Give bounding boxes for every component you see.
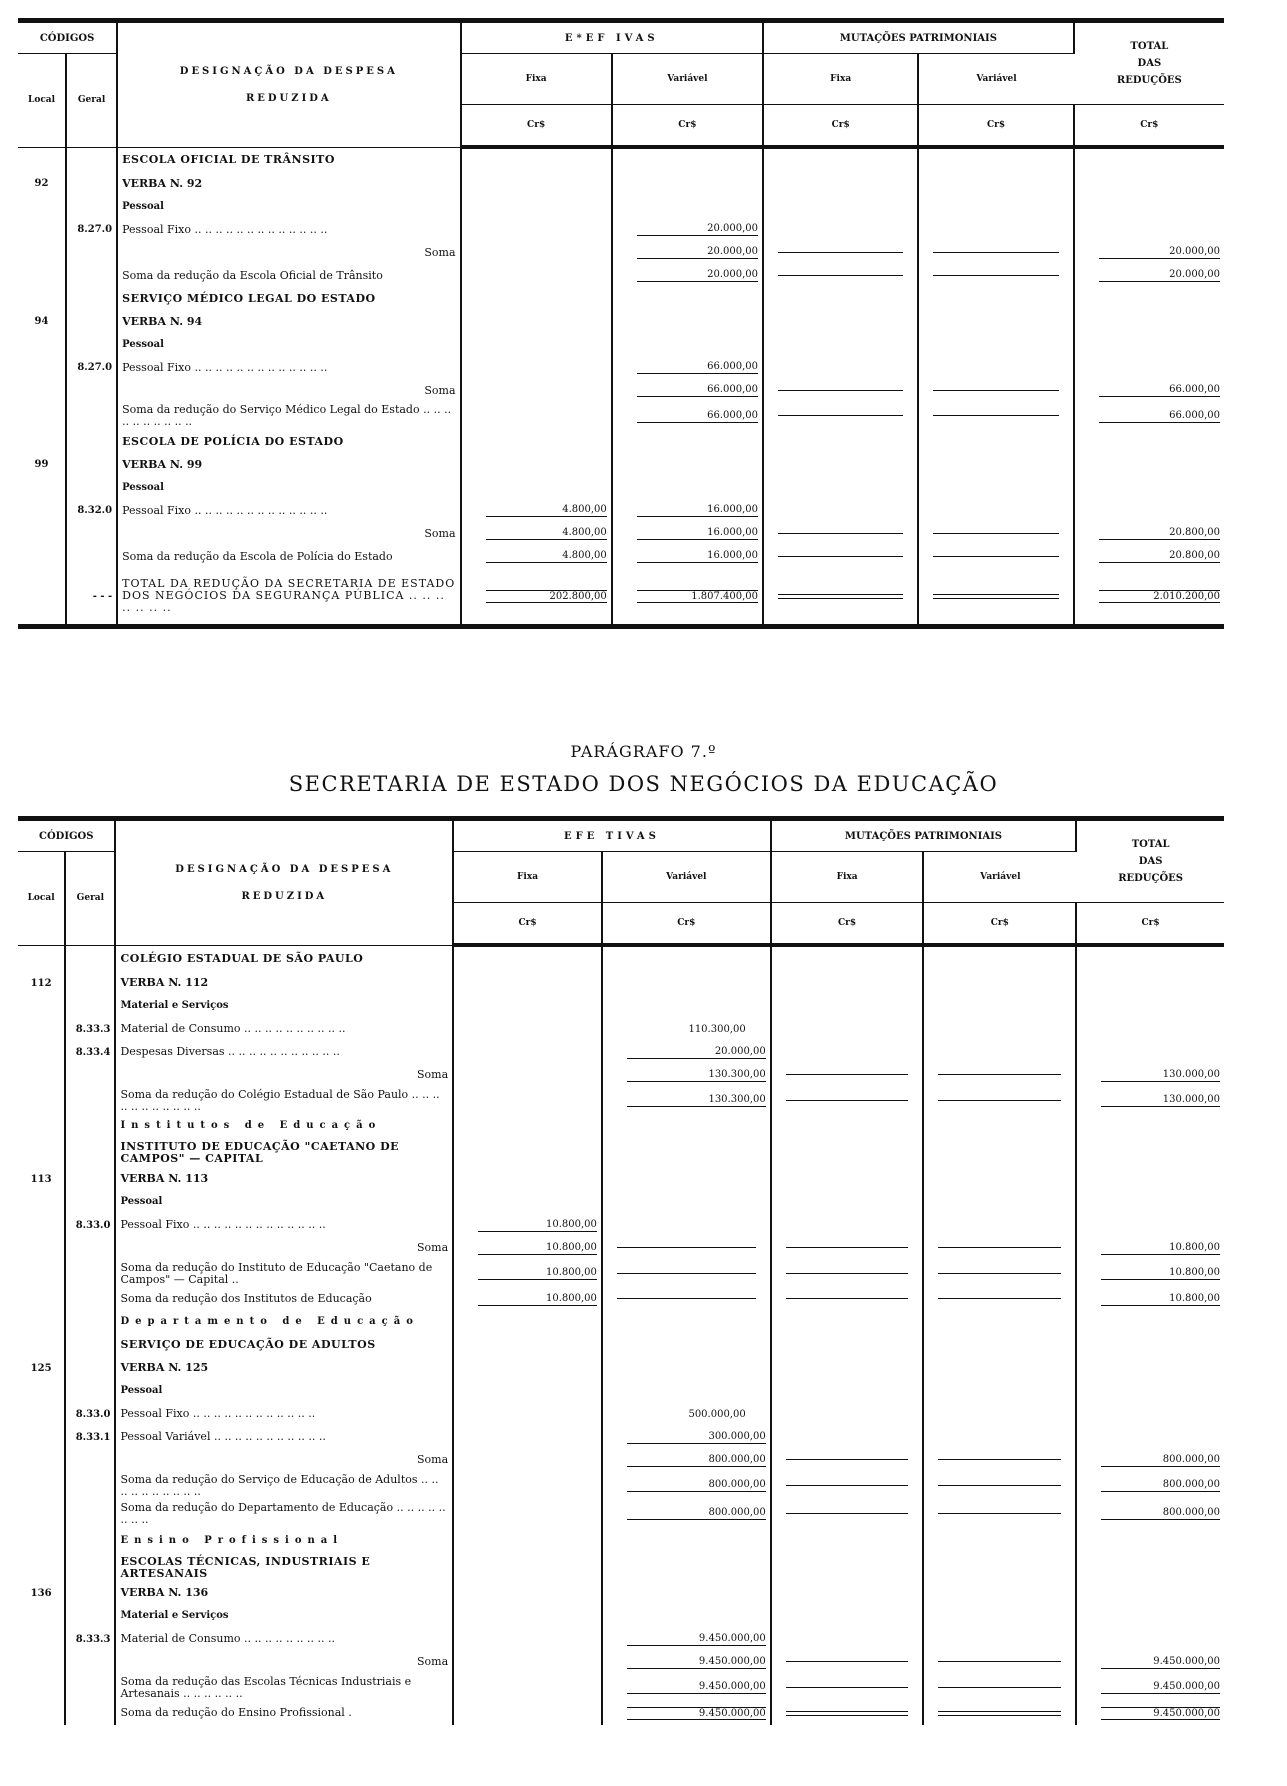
- table-row: [18, 995, 1224, 1018]
- table-row: [18, 476, 1224, 499]
- mutacoes-variavel-header: Variável: [923, 852, 1076, 903]
- efetivas-variavel-header: Variável: [612, 54, 763, 105]
- local-code: 136: [18, 1582, 65, 1605]
- category-label: Pessoal: [117, 333, 460, 356]
- soma-label: Soma: [115, 1449, 453, 1472]
- variavel-value: 800.000,00: [602, 1500, 771, 1528]
- geral-code: 8.33.4: [65, 1041, 115, 1064]
- total-value: 9.450.000,00: [1076, 1702, 1224, 1725]
- mutacoes-fixa-header: Fixa: [763, 54, 918, 105]
- table-row: [18, 147, 1224, 172]
- soma-reducao-desc: Soma da redução do Colégio Estadual de São Paulo .. .. .. .. .. .. .. .. .. .. ..: [115, 1087, 453, 1115]
- local-code: 113: [18, 1168, 65, 1191]
- mutacoes-variavel-header: Variável: [918, 54, 1073, 105]
- table-row: [18, 1018, 1224, 1041]
- variavel-value: 20.000,00: [612, 264, 763, 287]
- table-row: [18, 264, 1224, 287]
- soma-label: Soma: [117, 241, 460, 264]
- soma-label: Soma: [117, 379, 460, 402]
- variavel-value: 66.000,00: [612, 379, 763, 402]
- item-desc: Material de Consumo .. .. .. .. .. .. .. .. .. ..: [115, 1018, 453, 1041]
- table-row: [18, 945, 1224, 972]
- group-title: Departamento de Educação: [115, 1311, 453, 1334]
- soma-reducao-desc: Soma da redução das Escolas Técnicas Industriais e Artesanais .. .. .. .. .. ..: [115, 1674, 453, 1702]
- total-value: 9.450.000,00: [1076, 1674, 1224, 1702]
- total-value: 10.800,00: [1076, 1237, 1224, 1260]
- codigos-header: CÓDIGOS: [18, 819, 115, 852]
- local-header: Local: [18, 54, 66, 148]
- table-row: [18, 1168, 1224, 1191]
- table-row: [18, 1138, 1224, 1168]
- total-value: 66.000,00: [1074, 379, 1224, 402]
- geral-code: 8.27.0: [66, 218, 117, 241]
- variavel-value: 800.000,00: [602, 1472, 771, 1500]
- variavel-value: 9.450.000,00: [602, 1651, 771, 1674]
- category-label: Pessoal: [117, 195, 460, 218]
- table-row: [18, 379, 1224, 402]
- variavel-value: 9.450.000,00: [602, 1702, 771, 1725]
- variavel-value: 130.300,00: [602, 1064, 771, 1087]
- table-row: [18, 1472, 1224, 1500]
- designacao-header: DESIGNAÇÃO DA DESPESA REDUZIDA: [115, 819, 453, 946]
- soma-label: Soma: [115, 1064, 453, 1087]
- table-row: [18, 1064, 1224, 1087]
- item-desc: Pessoal Fixo .. .. .. .. .. .. .. .. .. .. .. .. ..: [115, 1214, 453, 1237]
- table-row: [18, 333, 1224, 356]
- table-row: [18, 195, 1224, 218]
- geral-code: 8.33.3: [65, 1628, 115, 1651]
- verba-label: VERBA N. 92: [117, 172, 460, 195]
- secretaria-title: SECRETARIA DE ESTADO DOS NEGÓCIOS DA EDUCAÇÃO: [288, 772, 999, 796]
- section-title: COLÉGIO ESTADUAL DE SÃO PAULO: [115, 945, 453, 972]
- section-title: INSTITUTO DE EDUCAÇÃO "CAETANO DE CAMPOS" — CAPITAL: [115, 1138, 453, 1168]
- geral-code: 8.27.0: [66, 356, 117, 379]
- table-row: [18, 287, 1224, 310]
- table-row: [18, 218, 1224, 241]
- currency-label: Cr$: [918, 105, 1073, 148]
- category-label: Material e Serviços: [115, 1605, 453, 1628]
- total-value: 130.000,00: [1076, 1087, 1224, 1115]
- local-code: 125: [18, 1357, 65, 1380]
- geral-code: 8.33.0: [65, 1403, 115, 1426]
- geral-header: Geral: [66, 54, 117, 148]
- category-label: Material e Serviços: [115, 995, 453, 1018]
- table-row: [18, 568, 1224, 627]
- currency-label: Cr$: [612, 105, 763, 148]
- table-row: [18, 1260, 1224, 1288]
- variavel-value: 300.000,00: [602, 1426, 771, 1449]
- table-row: [18, 172, 1224, 195]
- fixa-value: 10.800,00: [453, 1237, 602, 1260]
- total-value: 20.000,00: [1074, 264, 1224, 287]
- variavel-value: 110.300,00: [602, 1018, 771, 1041]
- variavel-value: 16.000,00: [612, 522, 763, 545]
- section-title: SERVIÇO DE EDUCAÇÃO DE ADULTOS: [115, 1334, 453, 1357]
- table-row: [18, 1288, 1224, 1311]
- variavel-value: 800.000,00: [602, 1449, 771, 1472]
- total-value: 20.800,00: [1074, 545, 1224, 568]
- soma-label: Soma: [115, 1651, 453, 1674]
- group-title: Institutos de Educação: [115, 1115, 453, 1138]
- table-row: [18, 1449, 1224, 1472]
- currency-label: Cr$: [461, 105, 612, 148]
- item-desc: Pessoal Fixo .. .. .. .. .. .. .. .. .. .. .. ..: [115, 1403, 453, 1426]
- designacao-header: DESIGNAÇÃO DA DESPESA REDUZIDA: [117, 21, 460, 148]
- currency-label: Cr$: [923, 903, 1076, 946]
- table-row: [18, 1087, 1224, 1115]
- variavel-value: 20.000,00: [612, 218, 763, 241]
- variavel-value: 66.000,00: [612, 402, 763, 430]
- section-title: ESCOLA DE POLÍCIA DO ESTADO: [117, 430, 460, 453]
- category-label: Pessoal: [115, 1380, 453, 1403]
- total-secretaria-desc: TOTAL DA REDUÇÃO DA SECRETARIA DE ESTADO DOS NEGÓCIOS DA SEGURANÇA PÚBLICA .. .. .. .. .. .. ..: [117, 568, 460, 627]
- geral-code: 8.33.1: [65, 1426, 115, 1449]
- soma-reducao-desc: Soma da redução do Departamento de Educação .. .. .. .. .. .. .. ..: [115, 1500, 453, 1528]
- total-value: 800.000,00: [1076, 1472, 1224, 1500]
- verba-label: VERBA N. 99: [117, 453, 460, 476]
- soma-reducao-desc: Soma da redução da Escola de Polícia do Estado: [117, 545, 460, 568]
- local-code: 94: [18, 310, 66, 333]
- total-value: 10.800,00: [1076, 1260, 1224, 1288]
- item-desc: Material de Consumo .. .. .. .. .. .. .. .. ..: [115, 1628, 453, 1651]
- fixa-value: 10.800,00: [453, 1260, 602, 1288]
- currency-label: Cr$: [771, 903, 924, 946]
- verba-label: VERBA N. 94: [117, 310, 460, 333]
- table-row: [18, 1191, 1224, 1214]
- variavel-value: 9.450.000,00: [602, 1628, 771, 1651]
- table-row: [18, 972, 1224, 995]
- total-header: TOTAL DAS REDUÇÕES: [1076, 819, 1224, 903]
- variavel-value: 500.000,00: [602, 1403, 771, 1426]
- currency-label: Cr$: [1076, 903, 1224, 946]
- fixa-value: 4.800,00: [461, 545, 612, 568]
- verba-label: VERBA N. 136: [115, 1582, 453, 1605]
- table-row: [18, 1403, 1224, 1426]
- table-row: [18, 499, 1224, 522]
- section-title: ESCOLA OFICIAL DE TRÂNSITO: [117, 147, 460, 172]
- table-row: [18, 1528, 1224, 1554]
- soma-reducao-desc: Soma da redução do Serviço de Educação de Adultos .. .. .. .. .. .. .. .. .. ..: [115, 1472, 453, 1500]
- table-row: [18, 1311, 1224, 1334]
- variavel-value: 130.300,00: [602, 1087, 771, 1115]
- section-title: SERVIÇO MÉDICO LEGAL DO ESTADO: [117, 287, 460, 310]
- efetivas-variavel-header: Variável: [602, 852, 771, 903]
- group-title: Ensino Profissional: [115, 1528, 453, 1554]
- total-value: 800.000,00: [1076, 1449, 1224, 1472]
- table-row: [18, 1605, 1224, 1628]
- efetivas-header: EFE TIVAS: [453, 819, 771, 852]
- geral-code: 8.32.0: [66, 499, 117, 522]
- variavel-value: 20.000,00: [602, 1041, 771, 1064]
- table-row: [18, 402, 1224, 430]
- efetivas-fixa-header: Fixa: [461, 54, 612, 105]
- soma-reducao-desc: Soma da redução do Instituto de Educação "Caetano de Campos" — Capital ..: [115, 1260, 453, 1288]
- table-row: [18, 1237, 1224, 1260]
- currency-label: Cr$: [1074, 105, 1224, 148]
- soma-label: Soma: [117, 522, 460, 545]
- item-desc: Pessoal Fixo .. .. .. .. .. .. .. .. .. .. .. .. ..: [117, 356, 460, 379]
- geral-code: - - -: [66, 568, 117, 627]
- table-row: [18, 1115, 1224, 1138]
- variavel-value: 16.000,00: [612, 499, 763, 522]
- table-row: [18, 310, 1224, 333]
- variavel-value: 66.000,00: [612, 356, 763, 379]
- codigos-header: CÓDIGOS: [18, 21, 117, 54]
- local-code: 112: [18, 972, 65, 995]
- total-value: 10.800,00: [1076, 1288, 1224, 1311]
- table-row: [18, 453, 1224, 476]
- local-code: 99: [18, 453, 66, 476]
- table-row: [18, 241, 1224, 264]
- mutacoes-header: MUTAÇÕES PATRIMONIAIS: [771, 819, 1077, 852]
- table-row: [18, 1214, 1224, 1237]
- category-label: Pessoal: [117, 476, 460, 499]
- variavel-value: 1.807.400,00: [612, 568, 763, 627]
- total-value: 130.000,00: [1076, 1064, 1224, 1087]
- table-row: [18, 1426, 1224, 1449]
- budget-table-educacao: [18, 816, 1224, 1725]
- total-value: 20.800,00: [1074, 522, 1224, 545]
- fixa-value: 4.800,00: [461, 499, 612, 522]
- total-value: 800.000,00: [1076, 1500, 1224, 1528]
- table-row: [18, 545, 1224, 568]
- table-row: [18, 1702, 1224, 1725]
- variavel-value: 16.000,00: [612, 545, 763, 568]
- fixa-value: 4.800,00: [461, 522, 612, 545]
- local-header: Local: [18, 852, 65, 946]
- soma-reducao-desc: Soma da redução do Ensino Profissional .: [115, 1702, 453, 1725]
- geral-code: 8.33.0: [65, 1214, 115, 1237]
- total-header: TOTAL DAS REDUÇÕES: [1074, 21, 1224, 105]
- item-desc: Pessoal Fixo .. .. .. .. .. .. .. .. .. .. .. .. ..: [117, 499, 460, 522]
- total-value: 20.000,00: [1074, 241, 1224, 264]
- variavel-value: [453, 1041, 602, 1064]
- table-row: [18, 1500, 1224, 1528]
- soma-reducao-desc: Soma da redução dos Institutos de Educação: [115, 1288, 453, 1311]
- fixa-value: 10.800,00: [453, 1214, 602, 1237]
- variavel-value: 20.000,00: [612, 241, 763, 264]
- section-title: ESCOLAS TÉCNICAS, INDUSTRIAIS E ARTESANAIS: [115, 1554, 453, 1582]
- total-value: 66.000,00: [1074, 402, 1224, 430]
- mutacoes-header: MUTAÇÕES PATRIMONIAIS: [763, 21, 1074, 54]
- total-value: 2.010.200,00: [1074, 568, 1224, 627]
- soma-reducao-desc: Soma da redução do Serviço Médico Legal do Estado .. .. .. .. .. .. .. .. .. ..: [117, 402, 460, 430]
- item-desc: Pessoal Fixo .. .. .. .. .. .. .. .. .. .. .. .. ..: [117, 218, 460, 241]
- table-row: [18, 430, 1224, 453]
- verba-label: VERBA N. 125: [115, 1357, 453, 1380]
- verba-label: VERBA N. 112: [115, 972, 453, 995]
- currency-label: Cr$: [602, 903, 771, 946]
- total-value: 9.450.000,00: [1076, 1651, 1224, 1674]
- variavel-value: 9.450.000,00: [602, 1674, 771, 1702]
- fixa-value: 202.800,00: [461, 568, 612, 627]
- fixa-value: 10.800,00: [453, 1288, 602, 1311]
- table-row: [18, 1582, 1224, 1605]
- table-row: [18, 1651, 1224, 1674]
- paragraph-title: PARÁGRAFO 7.º: [570, 742, 717, 761]
- table-row: [18, 1041, 1224, 1064]
- geral-header: Geral: [65, 852, 115, 946]
- item-desc: Pessoal Variável .. .. .. .. .. .. .. .. .. .. ..: [115, 1426, 453, 1449]
- efetivas-header: E*EF IVAS: [461, 21, 764, 54]
- budget-table-seguranca: [18, 18, 1224, 629]
- table-row: [18, 1554, 1224, 1582]
- item-desc: Despesas Diversas .. .. .. .. .. .. .. .. .. .. ..: [115, 1041, 453, 1064]
- table-row: [18, 1628, 1224, 1651]
- currency-label: Cr$: [453, 903, 602, 946]
- local-code: 92: [18, 172, 66, 195]
- geral-code: 8.33.3: [65, 1018, 115, 1041]
- verba-label: VERBA N. 113: [115, 1168, 453, 1191]
- currency-label: Cr$: [763, 105, 918, 148]
- soma-reducao-desc: Soma da redução da Escola Oficial de Trânsito: [117, 264, 460, 287]
- mutacoes-fixa-header: Fixa: [771, 852, 924, 903]
- table-row: [18, 1357, 1224, 1380]
- category-label: Pessoal: [115, 1191, 453, 1214]
- table-row: [18, 1334, 1224, 1357]
- table-row: [18, 522, 1224, 545]
- table-row: [18, 1380, 1224, 1403]
- table-row: [18, 356, 1224, 379]
- table-row: [18, 1674, 1224, 1702]
- efetivas-fixa-header: Fixa: [453, 852, 602, 903]
- soma-label: Soma: [115, 1237, 453, 1260]
